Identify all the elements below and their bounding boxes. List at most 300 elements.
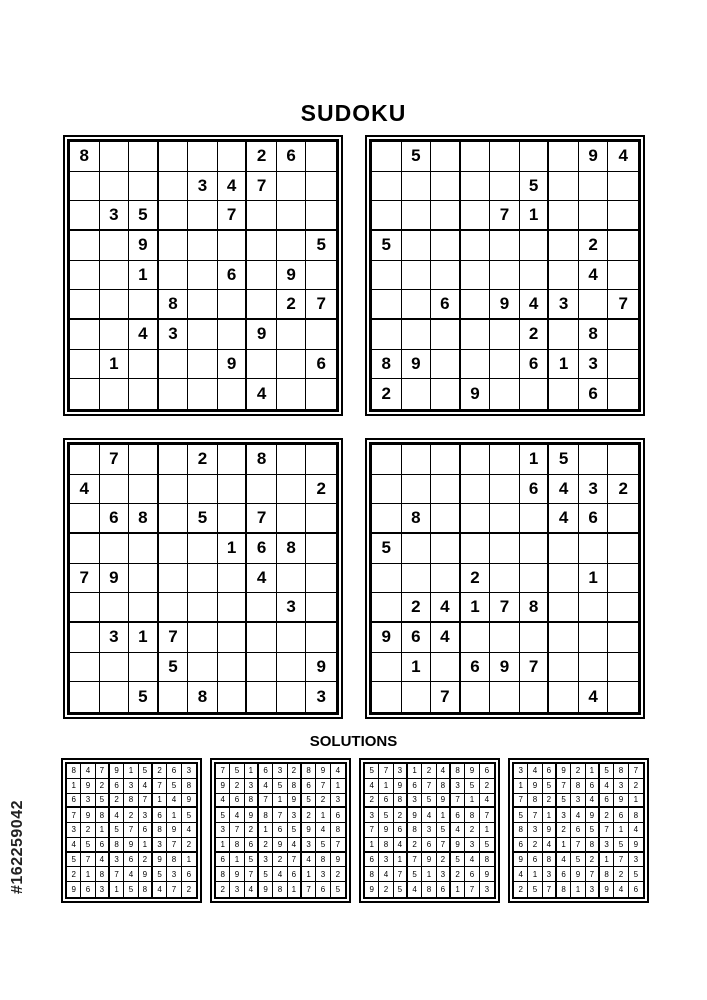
solution-cell-r1-c4: 6 bbox=[259, 764, 273, 779]
puzzle-cell-r2-c8 bbox=[277, 475, 307, 505]
solution-cell-r2-c2: 1 bbox=[379, 779, 393, 794]
puzzle-cell-r3-c6 bbox=[218, 504, 248, 534]
puzzle-cell-r1-c7: 2 bbox=[247, 142, 277, 172]
puzzle-cell-r4-c7 bbox=[549, 231, 579, 261]
solution-cell-r5-c4: 2 bbox=[557, 823, 571, 838]
puzzle-cell-r6-c6: 4 bbox=[520, 290, 550, 320]
solution-cell-r5-c5: 7 bbox=[124, 823, 138, 838]
solution-cell-r1-c6: 5 bbox=[139, 764, 153, 779]
puzzle-cell-r1-c6: 1 bbox=[520, 445, 550, 475]
solution-cell-r4-c1: 3 bbox=[365, 808, 379, 823]
stock-id-watermark bbox=[6, 762, 30, 932]
solution-cell-r2-c8: 5 bbox=[167, 779, 181, 794]
solution-cell-r2-c8: 3 bbox=[614, 779, 628, 794]
puzzle-cell-r3-c4 bbox=[461, 201, 491, 231]
puzzle-cell-r9-c4 bbox=[159, 379, 189, 409]
solution-cell-r3-c2: 6 bbox=[230, 794, 244, 809]
solution-cell-r6-c2: 8 bbox=[379, 838, 393, 853]
puzzle-cell-r7-c6 bbox=[520, 623, 550, 653]
puzzle-cell-r8-c1: 8 bbox=[372, 350, 402, 380]
puzzle-cell-r9-c6 bbox=[218, 379, 248, 409]
solution-cell-r6-c2: 2 bbox=[528, 838, 542, 853]
puzzle-cell-r6-c2 bbox=[100, 290, 130, 320]
solution-cell-r9-c1: 9 bbox=[365, 882, 379, 897]
solution-cell-r9-c1: 2 bbox=[216, 882, 230, 897]
puzzle-cell-r4-c6 bbox=[520, 231, 550, 261]
solution-cell-r9-c4: 4 bbox=[408, 882, 422, 897]
solution-cell-r3-c8: 4 bbox=[167, 794, 181, 809]
solution-cell-r4-c4: 8 bbox=[259, 808, 273, 823]
solution-cell-r9-c4: 9 bbox=[259, 882, 273, 897]
puzzle-cell-r4-c2 bbox=[402, 534, 432, 564]
solution-cell-r7-c7: 4 bbox=[302, 853, 316, 868]
puzzle-cell-r2-c8 bbox=[277, 172, 307, 202]
puzzle-cell-r9-c4: 9 bbox=[461, 379, 491, 409]
puzzle-cell-r5-c9 bbox=[306, 564, 336, 594]
puzzle-cell-r6-c9 bbox=[608, 593, 638, 623]
puzzle-cell-r9-c9 bbox=[608, 682, 638, 712]
solution-cell-r2-c4: 6 bbox=[408, 779, 422, 794]
puzzle-cell-r6-c6 bbox=[218, 290, 248, 320]
solution-cell-r8-c3: 3 bbox=[543, 867, 557, 882]
puzzle-cell-r3-c1 bbox=[372, 504, 402, 534]
puzzle-cell-r4-c8: 2 bbox=[579, 231, 609, 261]
puzzle-cell-r4-c1: 5 bbox=[372, 231, 402, 261]
solution-cell-r6-c3: 4 bbox=[543, 838, 557, 853]
puzzle-cell-r2-c7 bbox=[549, 172, 579, 202]
solution-cell-r7-c3: 8 bbox=[543, 853, 557, 868]
solution-cell-r5-c2: 7 bbox=[230, 823, 244, 838]
solution-cell-r5-c2: 3 bbox=[528, 823, 542, 838]
puzzle-cell-r2-c7: 4 bbox=[549, 475, 579, 505]
puzzle-cell-r8-c4: 5 bbox=[159, 653, 189, 683]
solution-cell-r1-c4: 9 bbox=[557, 764, 571, 779]
puzzle-cell-r6-c5 bbox=[188, 290, 218, 320]
puzzle-cell-r2-c5 bbox=[188, 475, 218, 505]
puzzle-cell-r5-c9 bbox=[306, 261, 336, 291]
puzzle-cell-r7-c2 bbox=[100, 320, 130, 350]
puzzle-cell-r2-c2 bbox=[402, 475, 432, 505]
solution-cell-r5-c2: 2 bbox=[81, 823, 95, 838]
puzzle-cell-r7-c6 bbox=[218, 320, 248, 350]
puzzle-cell-r1-c1 bbox=[70, 445, 100, 475]
solution-cell-r7-c6: 2 bbox=[139, 853, 153, 868]
solution-cell-r4-c8: 1 bbox=[316, 808, 330, 823]
puzzle-cell-r1-c9 bbox=[306, 142, 336, 172]
puzzle-cell-r8-c7 bbox=[247, 350, 277, 380]
puzzle-cell-r1-c1 bbox=[372, 445, 402, 475]
puzzle-cell-r7-c8 bbox=[277, 320, 307, 350]
puzzle-cell-r8-c8 bbox=[277, 350, 307, 380]
puzzle-cell-r9-c1 bbox=[372, 682, 402, 712]
puzzle-cell-r1-c2 bbox=[100, 142, 130, 172]
solution-cell-r3-c7: 7 bbox=[451, 794, 465, 809]
puzzle-cell-r2-c1 bbox=[70, 172, 100, 202]
puzzle-cell-r8-c6: 9 bbox=[218, 350, 248, 380]
solution-cell-r8-c5: 4 bbox=[124, 867, 138, 882]
solution-cell-r1-c1: 7 bbox=[216, 764, 230, 779]
puzzle-cell-r1-c8: 9 bbox=[579, 142, 609, 172]
puzzle-cell-r1-c7 bbox=[549, 142, 579, 172]
solution-cell-r3-c9: 1 bbox=[629, 794, 643, 809]
puzzle-cell-r8-c1 bbox=[70, 653, 100, 683]
puzzle-cell-r5-c1 bbox=[372, 564, 402, 594]
solution-cell-r5-c3: 6 bbox=[394, 823, 408, 838]
solution-cell-r7-c3: 4 bbox=[96, 853, 110, 868]
puzzle-cell-r7-c1 bbox=[70, 623, 100, 653]
solution-cell-r3-c1: 7 bbox=[514, 794, 528, 809]
puzzle-cell-r7-c2 bbox=[402, 320, 432, 350]
solution-cell-r3-c5: 3 bbox=[571, 794, 585, 809]
solution-cell-r6-c8: 3 bbox=[465, 838, 479, 853]
puzzle-cell-r2-c5: 3 bbox=[188, 172, 218, 202]
puzzle-cell-r2-c3 bbox=[431, 172, 461, 202]
puzzle-cell-r1-c3 bbox=[129, 142, 159, 172]
puzzle-cell-r3-c3 bbox=[431, 504, 461, 534]
solution-cell-r8-c3: 8 bbox=[96, 867, 110, 882]
puzzle-cell-r7-c1 bbox=[372, 320, 402, 350]
solution-cell-r3-c2: 3 bbox=[81, 794, 95, 809]
puzzle-cell-r4-c2 bbox=[100, 231, 130, 261]
puzzle-cell-r9-c9 bbox=[608, 379, 638, 409]
puzzle-cell-r1-c7: 5 bbox=[549, 445, 579, 475]
puzzle-cell-r9-c4 bbox=[159, 682, 189, 712]
solution-cell-r1-c2: 4 bbox=[81, 764, 95, 779]
puzzle-cell-r5-c5 bbox=[490, 564, 520, 594]
puzzle-cell-r8-c7: 1 bbox=[549, 350, 579, 380]
solution-cell-r2-c7: 7 bbox=[153, 779, 167, 794]
puzzle-cell-r7-c7 bbox=[549, 320, 579, 350]
solution-cell-r9-c7: 9 bbox=[600, 882, 614, 897]
solution-cell-r4-c8: 1 bbox=[167, 808, 181, 823]
solution-cell-r2-c9: 2 bbox=[629, 779, 643, 794]
solution-cell-r1-c7: 2 bbox=[153, 764, 167, 779]
solution-cell-r8-c2: 1 bbox=[528, 867, 542, 882]
solution-cell-r5-c6: 5 bbox=[586, 823, 600, 838]
puzzle-cell-r3-c5: 7 bbox=[490, 201, 520, 231]
solution-cell-r6-c4: 2 bbox=[408, 838, 422, 853]
solution-cell-r9-c2: 5 bbox=[528, 882, 542, 897]
solution-cell-r7-c5: 2 bbox=[273, 853, 287, 868]
solution-cell-r2-c7: 6 bbox=[302, 779, 316, 794]
puzzle-cell-r4-c1 bbox=[70, 231, 100, 261]
puzzle-cell-r9-c9: 3 bbox=[316, 687, 326, 707]
solution-cell-r1-c6: 1 bbox=[586, 764, 600, 779]
puzzle-cell-r3-c7: 4 bbox=[549, 504, 579, 534]
puzzle-cell-r8-c9: 6 bbox=[306, 350, 336, 380]
puzzle-cell-r9-c9 bbox=[306, 379, 336, 409]
puzzle-cell-r4-c9 bbox=[608, 231, 638, 261]
puzzle-cell-r2-c7: 7 bbox=[247, 172, 277, 202]
puzzle-cell-r5-c1: 7 bbox=[70, 564, 100, 594]
puzzle-cell-r5-c5 bbox=[188, 564, 218, 594]
puzzle-cell-r9-c8 bbox=[277, 682, 307, 712]
solution-cell-r2-c1: 9 bbox=[216, 779, 230, 794]
puzzle-cell-r1-c1: 8 bbox=[70, 142, 100, 172]
solutions-heading: SOLUTIONS bbox=[309, 733, 398, 750]
puzzle-cell-r6-c3 bbox=[129, 593, 159, 623]
solution-cell-r9-c9: 3 bbox=[484, 885, 490, 895]
puzzle-cell-r9-c1 bbox=[70, 682, 100, 712]
solution-cell-r4-c1: 5 bbox=[514, 808, 528, 823]
puzzle-cell-r3-c4 bbox=[159, 201, 189, 231]
solution-cell-r6-c2: 8 bbox=[230, 838, 244, 853]
puzzle-cell-r5-c1 bbox=[70, 261, 100, 291]
puzzle-cell-r4-c5 bbox=[490, 231, 520, 261]
puzzle-cell-r5-c6: 6 bbox=[218, 261, 248, 291]
puzzle-cell-r3-c2: 6 bbox=[100, 504, 130, 534]
puzzle-cell-r5-c4 bbox=[461, 261, 491, 291]
puzzle-cell-r7-c6: 2 bbox=[520, 320, 550, 350]
solution-cell-r6-c5: 7 bbox=[571, 838, 585, 853]
puzzle-cell-r2-c2 bbox=[402, 172, 432, 202]
puzzle-cell-r6-c3 bbox=[129, 290, 159, 320]
puzzle-cell-r7-c8: 8 bbox=[579, 320, 609, 350]
puzzle-cell-r4-c4 bbox=[159, 231, 189, 261]
puzzle-cell-r8-c7 bbox=[549, 653, 579, 683]
puzzle-cell-r8-c5: 9 bbox=[490, 653, 520, 683]
stock-id-text: #162259042 bbox=[9, 800, 27, 894]
puzzle-cell-r1-c5 bbox=[490, 445, 520, 475]
solution-cell-r5-c1: 3 bbox=[216, 823, 230, 838]
puzzle-cell-r4-c4 bbox=[461, 534, 491, 564]
puzzle-cell-r6-c2 bbox=[100, 593, 130, 623]
puzzle-cell-r9-c4 bbox=[461, 682, 491, 712]
solution-cell-r2-c3: 3 bbox=[245, 779, 259, 794]
solution-cell-r4-c4: 4 bbox=[110, 808, 124, 823]
puzzle-cell-r3-c7 bbox=[549, 201, 579, 231]
puzzle-cell-r7-c5 bbox=[188, 320, 218, 350]
puzzle-cell-r6-c2: 2 bbox=[402, 593, 432, 623]
puzzle-cell-r8-c4 bbox=[159, 350, 189, 380]
puzzle-cell-r8-c8: 3 bbox=[579, 350, 609, 380]
solution-cell-r4-c3: 8 bbox=[96, 808, 110, 823]
solution-cell-r2-c1: 4 bbox=[365, 779, 379, 794]
solution-cell-r2-c7: 3 bbox=[451, 779, 465, 794]
puzzle-cell-r1-c4 bbox=[159, 142, 189, 172]
puzzle-cell-r6-c5 bbox=[188, 593, 218, 623]
solution-cell-r7-c1: 6 bbox=[365, 853, 379, 868]
solution-cell-r6-c5: 9 bbox=[273, 838, 287, 853]
puzzle-cell-r7-c9 bbox=[608, 320, 638, 350]
solution-cell-r4-c9: 8 bbox=[629, 808, 643, 823]
solution-cell-r2-c8: 7 bbox=[316, 779, 330, 794]
solution-cell-r7-c5: 5 bbox=[571, 853, 585, 868]
puzzle-cell-r4-c7: 6 bbox=[247, 534, 277, 564]
puzzle-cell-r7-c7 bbox=[247, 623, 277, 653]
puzzle-cell-r1-c8 bbox=[579, 445, 609, 475]
solution-cell-r9-c2: 2 bbox=[379, 882, 393, 897]
puzzle-cell-r7-c4: 3 bbox=[159, 320, 189, 350]
solution-cell-r6-c9: 9 bbox=[629, 838, 643, 853]
solution-cell-r8-c7: 1 bbox=[302, 867, 316, 882]
puzzle-cell-r8-c8 bbox=[277, 653, 307, 683]
puzzle-cell-r8-c5 bbox=[188, 653, 218, 683]
puzzle-cell-r8-c9: 9 bbox=[306, 653, 336, 683]
solution-cell-r7-c8: 4 bbox=[465, 853, 479, 868]
solution-cell-r5-c7: 8 bbox=[153, 823, 167, 838]
puzzle-cell-r3-c8 bbox=[579, 201, 609, 231]
puzzle-cell-r6-c7 bbox=[549, 593, 579, 623]
solution-cell-r1-c4: 1 bbox=[408, 764, 422, 779]
solution-cell-r7-c2: 1 bbox=[230, 853, 244, 868]
solution-grid-1 bbox=[61, 758, 202, 903]
puzzle-cell-r3-c5: 5 bbox=[188, 504, 218, 534]
solution-cell-r4-c2: 5 bbox=[379, 808, 393, 823]
puzzle-cell-r3-c2 bbox=[402, 201, 432, 231]
solution-cell-r5-c9: 4 bbox=[629, 823, 643, 838]
puzzle-cell-r4-c9 bbox=[306, 534, 336, 564]
solution-cell-r2-c3: 5 bbox=[543, 779, 557, 794]
solution-cell-r4-c3: 2 bbox=[394, 808, 408, 823]
solution-cell-r3-c4: 5 bbox=[557, 794, 571, 809]
puzzle-cell-r9-c5: 8 bbox=[188, 682, 218, 712]
solution-cell-r9-c5: 5 bbox=[124, 882, 138, 897]
solution-cell-r7-c9: 9 bbox=[331, 853, 345, 868]
solution-cell-r1-c7: 8 bbox=[451, 764, 465, 779]
puzzle-cell-r8-c8 bbox=[579, 653, 609, 683]
puzzle-cell-r2-c9 bbox=[608, 172, 638, 202]
solution-cell-r7-c8: 7 bbox=[614, 853, 628, 868]
puzzle-cell-r1-c3 bbox=[129, 445, 159, 475]
solution-grid-2 bbox=[210, 758, 351, 903]
solution-cell-r4-c2: 9 bbox=[81, 808, 95, 823]
puzzle-cell-r4-c9: 5 bbox=[306, 231, 336, 261]
puzzle-cell-r4-c3 bbox=[129, 534, 159, 564]
puzzle-cell-r2-c9: 2 bbox=[306, 475, 336, 505]
puzzle-cell-r4-c2 bbox=[100, 534, 130, 564]
puzzle-cell-r3-c2: 3 bbox=[100, 201, 130, 231]
puzzle-cell-r6-c8: 3 bbox=[277, 593, 307, 623]
solution-cell-r2-c9: 2 bbox=[480, 779, 494, 794]
puzzle-cell-r9-c7 bbox=[549, 682, 579, 712]
solution-cell-r8-c8: 3 bbox=[316, 867, 330, 882]
solution-cell-r5-c1: 3 bbox=[67, 823, 81, 838]
puzzle-cell-r5-c2 bbox=[402, 261, 432, 291]
solution-cell-r4-c6: 3 bbox=[139, 808, 153, 823]
puzzle-cell-r7-c3: 4 bbox=[431, 623, 461, 653]
puzzle-cell-r2-c9 bbox=[306, 172, 336, 202]
puzzle-cell-r5-c8: 1 bbox=[579, 564, 609, 594]
puzzle-cell-r8-c9 bbox=[608, 350, 638, 380]
solution-cell-r6-c6: 4 bbox=[288, 838, 302, 853]
puzzle-cell-r8-c6: 6 bbox=[520, 350, 550, 380]
solution-cell-r9-c5: 1 bbox=[571, 882, 585, 897]
solution-cell-r8-c6: 9 bbox=[139, 867, 153, 882]
solution-cell-r6-c4: 8 bbox=[110, 838, 124, 853]
puzzle-cell-r3-c3: 5 bbox=[129, 201, 159, 231]
solution-cell-r3-c4: 2 bbox=[110, 794, 124, 809]
solution-cell-r1-c1: 3 bbox=[514, 764, 528, 779]
puzzle-cell-r4-c8 bbox=[277, 231, 307, 261]
puzzle-cell-r5-c3 bbox=[129, 564, 159, 594]
puzzle-cell-r3-c8: 6 bbox=[579, 504, 609, 534]
solution-cell-r7-c4: 4 bbox=[557, 853, 571, 868]
solution-cell-r7-c6: 2 bbox=[437, 853, 451, 868]
solution-cell-r4-c5: 2 bbox=[124, 808, 138, 823]
solution-cell-r5-c4: 8 bbox=[408, 823, 422, 838]
puzzle-cell-r1-c3 bbox=[431, 142, 461, 172]
solution-cell-r4-c6: 1 bbox=[437, 808, 451, 823]
puzzle-cell-r4-c5 bbox=[490, 534, 520, 564]
puzzle-cell-r5-c5 bbox=[490, 261, 520, 291]
solution-cell-r4-c7: 6 bbox=[153, 808, 167, 823]
puzzle-cell-r8-c2: 1 bbox=[100, 350, 130, 380]
solution-cell-r8-c7: 5 bbox=[153, 867, 167, 882]
puzzle-cell-r3-c5 bbox=[188, 201, 218, 231]
puzzle-cell-r8-c3 bbox=[431, 653, 461, 683]
puzzle-cell-r9-c7 bbox=[247, 682, 277, 712]
solution-grid-4 bbox=[508, 758, 649, 903]
puzzle-cell-r8-c4 bbox=[461, 350, 491, 380]
puzzle-cell-r5-c4 bbox=[159, 564, 189, 594]
solution-cell-r8-c6: 6 bbox=[288, 867, 302, 882]
puzzle-cell-r1-c7: 8 bbox=[247, 445, 277, 475]
solution-cell-r1-c9: 3 bbox=[182, 764, 196, 779]
puzzle-cell-r7-c4: 7 bbox=[159, 623, 189, 653]
solution-cell-r5-c6: 5 bbox=[437, 823, 451, 838]
solution-cell-r1-c5: 2 bbox=[571, 764, 585, 779]
solution-cell-r8-c2: 9 bbox=[230, 867, 244, 882]
solution-cell-r4-c4: 9 bbox=[408, 808, 422, 823]
solution-cell-r5-c8: 4 bbox=[316, 823, 330, 838]
puzzle-cell-r8-c3 bbox=[129, 653, 159, 683]
puzzle-cell-r3-c6: 1 bbox=[520, 201, 550, 231]
solution-cell-r4-c6: 9 bbox=[586, 808, 600, 823]
solution-cell-r3-c9: 3 bbox=[331, 794, 345, 809]
solution-cell-r8-c5: 1 bbox=[422, 867, 436, 882]
solution-cell-r6-c8: 5 bbox=[316, 838, 330, 853]
puzzle-cell-r7-c1 bbox=[70, 320, 100, 350]
solution-cell-r6-c4: 2 bbox=[259, 838, 273, 853]
puzzle-cell-r7-c3: 1 bbox=[129, 623, 159, 653]
solution-cell-r7-c8: 8 bbox=[316, 853, 330, 868]
solution-cell-r8-c8: 3 bbox=[167, 867, 181, 882]
puzzle-cell-r3-c7 bbox=[247, 201, 277, 231]
solution-cell-r9-c1: 2 bbox=[514, 882, 528, 897]
solution-cell-r7-c1: 9 bbox=[514, 853, 528, 868]
solution-cell-r9-c2: 3 bbox=[230, 882, 244, 897]
solution-cell-r2-c6: 8 bbox=[437, 779, 451, 794]
solution-cell-r6-c2: 5 bbox=[81, 838, 95, 853]
puzzle-cell-r9-c6 bbox=[520, 379, 550, 409]
puzzle-cell-r7-c8 bbox=[579, 623, 609, 653]
solution-cell-r3-c6: 7 bbox=[139, 794, 153, 809]
puzzle-cell-r4-c7 bbox=[549, 534, 579, 564]
puzzle-cell-r8-c9 bbox=[608, 653, 638, 683]
solution-cell-r8-c7: 8 bbox=[600, 867, 614, 882]
puzzle-cell-r3-c3: 8 bbox=[129, 504, 159, 534]
puzzle-cell-r1-c9 bbox=[608, 445, 638, 475]
solution-cell-r6-c7: 3 bbox=[153, 838, 167, 853]
puzzle-cell-r9-c8: 6 bbox=[579, 379, 609, 409]
solution-cell-r6-c6: 7 bbox=[437, 838, 451, 853]
puzzle-cell-r7-c9 bbox=[306, 623, 336, 653]
solution-cell-r9-c9: 2 bbox=[186, 885, 192, 895]
solution-cell-r7-c9: 8 bbox=[480, 853, 494, 868]
puzzle-cell-r2-c9: 2 bbox=[608, 475, 638, 505]
solution-cell-r3-c2: 8 bbox=[528, 794, 542, 809]
solution-cell-r8-c5: 9 bbox=[571, 867, 585, 882]
puzzle-cell-r5-c7: 4 bbox=[247, 564, 277, 594]
puzzle-cell-r3-c4 bbox=[461, 504, 491, 534]
solution-cell-r9-c3: 5 bbox=[394, 882, 408, 897]
solution-cell-r3-c7: 6 bbox=[600, 794, 614, 809]
solution-cell-r7-c1: 6 bbox=[216, 853, 230, 868]
solution-cell-r1-c6: 4 bbox=[437, 764, 451, 779]
solution-cell-r7-c2: 3 bbox=[379, 853, 393, 868]
puzzle-cell-r9-c6 bbox=[218, 682, 248, 712]
